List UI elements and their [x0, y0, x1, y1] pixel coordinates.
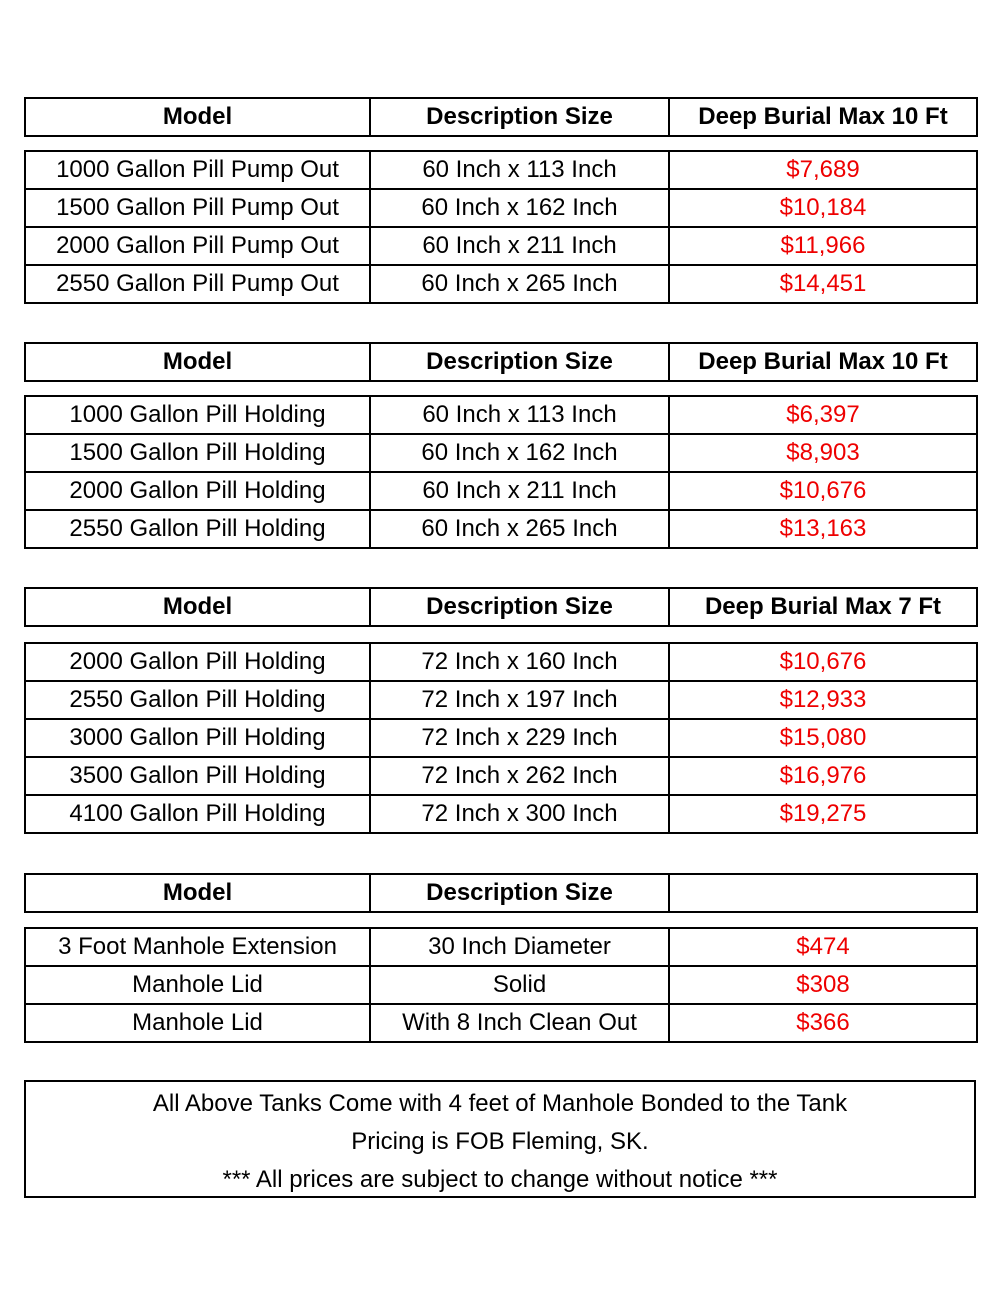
model-cell: Manhole Lid	[25, 966, 370, 1004]
header-model: Model	[25, 343, 370, 381]
size-cell: 72 Inch x 160 Inch	[370, 643, 669, 681]
header-model: Model	[25, 874, 370, 912]
price-cell: $8,903	[669, 434, 977, 472]
section-1-table	[24, 150, 978, 304]
table-row	[25, 681, 977, 719]
notes-box	[24, 1080, 976, 1198]
price-cell: $19,275	[669, 795, 977, 833]
header-description-size: Description Size	[370, 98, 669, 136]
section-3-header	[24, 587, 978, 627]
price-cell: $15,080	[669, 719, 977, 757]
model-cell: 2550 Gallon Pill Holding	[25, 681, 370, 719]
price-cell: $474	[669, 928, 977, 966]
model-cell: 4100 Gallon Pill Holding	[25, 795, 370, 833]
size-cell: 60 Inch x 265 Inch	[370, 265, 669, 303]
table-row	[25, 1004, 977, 1042]
model-cell: 1000 Gallon Pill Pump Out	[25, 151, 370, 189]
section-2-header	[24, 342, 978, 382]
size-cell: 60 Inch x 162 Inch	[370, 189, 669, 227]
size-cell: 60 Inch x 211 Inch	[370, 227, 669, 265]
header-empty	[669, 874, 977, 912]
size-cell: Solid	[370, 966, 669, 1004]
model-cell: 2000 Gallon Pill Holding	[25, 472, 370, 510]
table-row	[25, 227, 977, 265]
size-cell: 60 Inch x 113 Inch	[370, 396, 669, 434]
table-row	[25, 966, 977, 1004]
table-row	[25, 396, 977, 434]
table-row	[25, 510, 977, 548]
section-1-header	[24, 97, 978, 137]
table-row	[25, 795, 977, 833]
table-row	[25, 472, 977, 510]
table-row	[25, 719, 977, 757]
section-3-table	[24, 642, 978, 834]
size-cell: 72 Inch x 197 Inch	[370, 681, 669, 719]
section-2-table	[24, 395, 978, 549]
size-cell: 72 Inch x 300 Inch	[370, 795, 669, 833]
price-cell: $366	[669, 1004, 977, 1042]
table-row	[25, 643, 977, 681]
model-cell: 1000 Gallon Pill Holding	[25, 396, 370, 434]
price-cell: $12,933	[669, 681, 977, 719]
header-model: Model	[25, 588, 370, 626]
model-cell: 1500 Gallon Pill Holding	[25, 434, 370, 472]
table-row	[25, 265, 977, 303]
size-cell: 30 Inch Diameter	[370, 928, 669, 966]
table-row	[25, 189, 977, 227]
note-fob: Pricing is FOB Fleming, SK.	[351, 1128, 649, 1155]
size-cell: 60 Inch x 162 Inch	[370, 434, 669, 472]
section-4-header	[24, 873, 978, 913]
price-cell: $13,163	[669, 510, 977, 548]
table-row	[25, 434, 977, 472]
model-cell: 3 Foot Manhole Extension	[25, 928, 370, 966]
header-description-size: Description Size	[370, 343, 669, 381]
price-cell: $10,184	[669, 189, 977, 227]
note-manhole: All Above Tanks Come with 4 feet of Manhole Bonded to the Tank	[152, 1090, 848, 1117]
size-cell: 60 Inch x 265 Inch	[370, 510, 669, 548]
model-cell: 2550 Gallon Pill Holding	[25, 510, 370, 548]
model-cell: 2000 Gallon Pill Holding	[25, 643, 370, 681]
size-cell: 60 Inch x 211 Inch	[370, 472, 669, 510]
header-description-size: Description Size	[370, 588, 669, 626]
price-cell: $7,689	[669, 151, 977, 189]
model-cell: Manhole Lid	[25, 1004, 370, 1042]
model-cell: 1500 Gallon Pill Pump Out	[25, 189, 370, 227]
size-cell: 72 Inch x 229 Inch	[370, 719, 669, 757]
header-deep-burial: Deep Burial Max 10 Ft	[669, 98, 977, 136]
model-cell: 2550 Gallon Pill Pump Out	[25, 265, 370, 303]
price-cell: $10,676	[669, 643, 977, 681]
price-cell: $16,976	[669, 757, 977, 795]
size-cell: With 8 Inch Clean Out	[370, 1004, 669, 1042]
model-cell: 2000 Gallon Pill Pump Out	[25, 227, 370, 265]
header-deep-burial: Deep Burial Max 7 Ft	[669, 588, 977, 626]
table-row	[25, 151, 977, 189]
table-row	[25, 928, 977, 966]
size-cell: 72 Inch x 262 Inch	[370, 757, 669, 795]
model-cell: 3500 Gallon Pill Holding	[25, 757, 370, 795]
table-row	[25, 757, 977, 795]
header-description-size: Description Size	[370, 874, 669, 912]
price-cell: $14,451	[669, 265, 977, 303]
price-cell: $6,397	[669, 396, 977, 434]
header-model: Model	[25, 98, 370, 136]
price-cell: $11,966	[669, 227, 977, 265]
model-cell: 3000 Gallon Pill Holding	[25, 719, 370, 757]
price-cell: $10,676	[669, 472, 977, 510]
price-cell: $308	[669, 966, 977, 1004]
note-disclaimer: *** All prices are subject to change without notice ***	[222, 1166, 778, 1193]
header-deep-burial: Deep Burial Max 10 Ft	[669, 343, 977, 381]
size-cell: 60 Inch x 113 Inch	[370, 151, 669, 189]
section-4-table	[24, 927, 978, 1043]
